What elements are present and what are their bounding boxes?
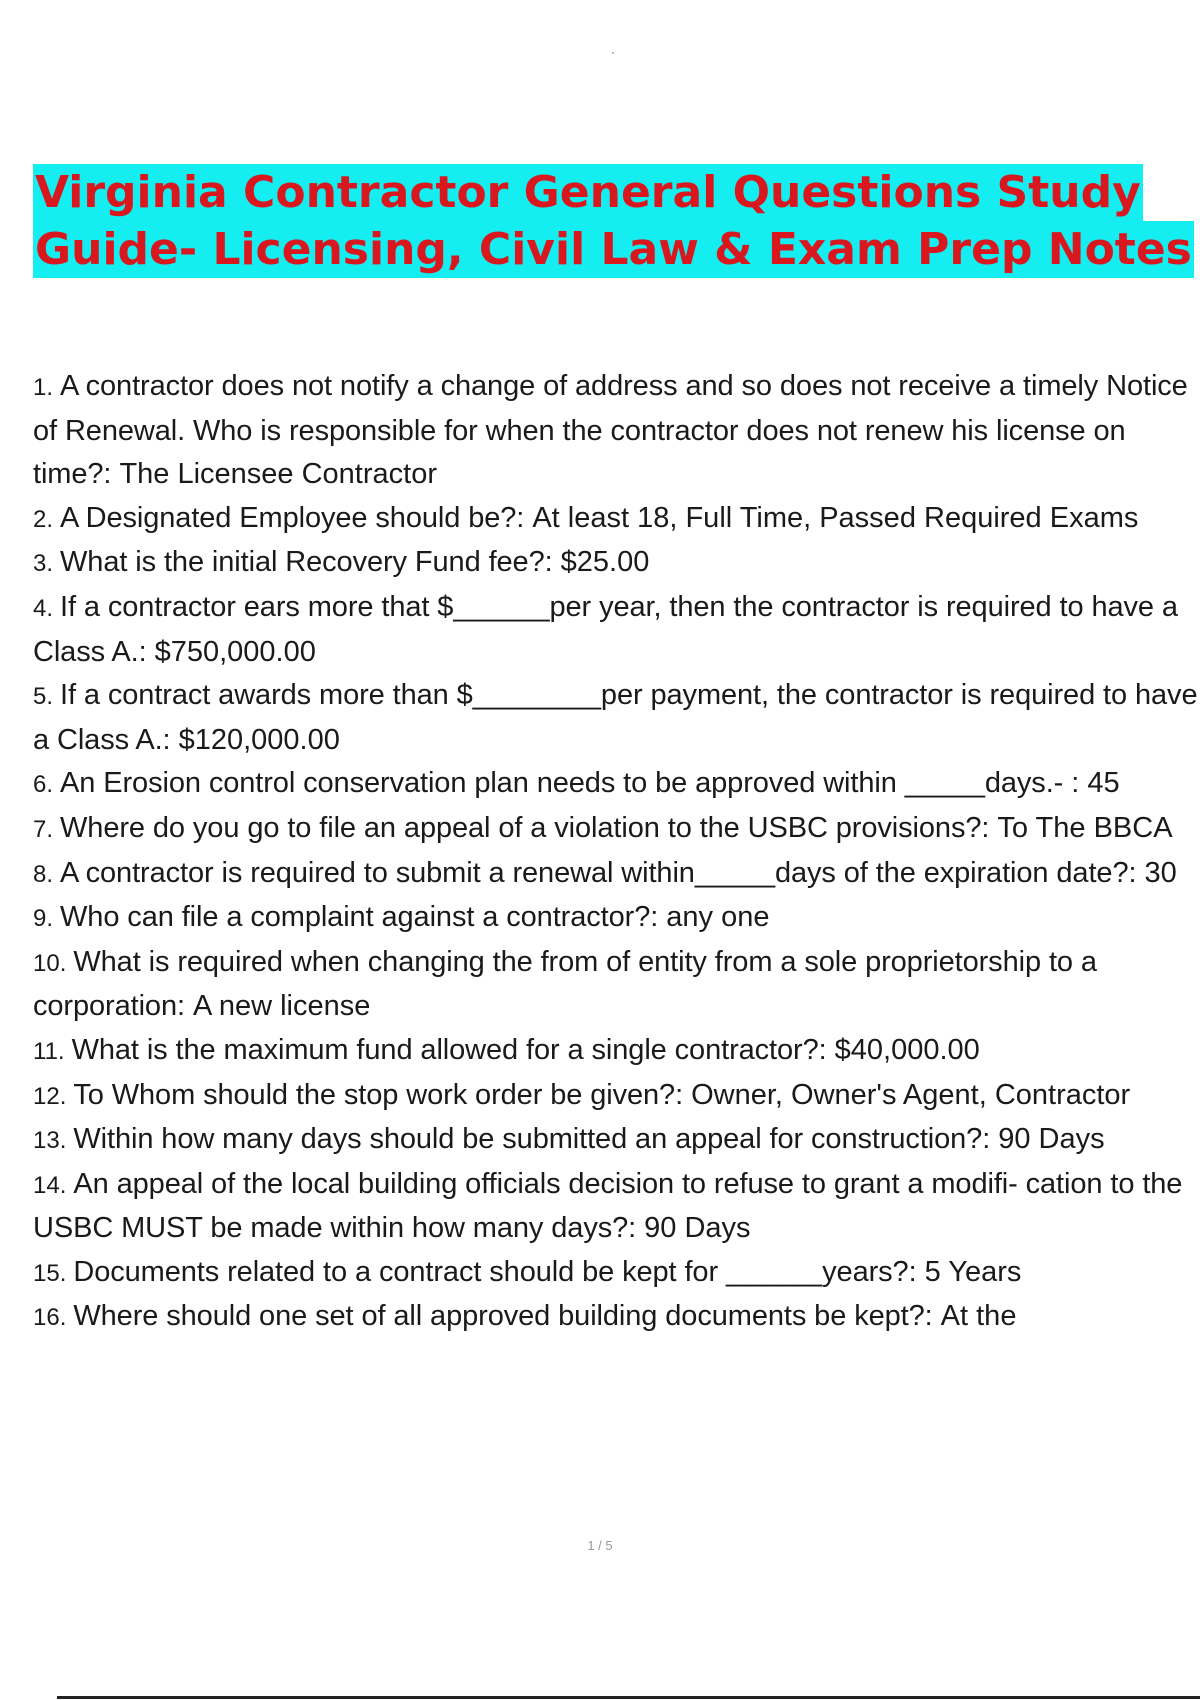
question-number: 6. <box>33 771 54 799</box>
list-item <box>33 852 1198 897</box>
list-item <box>33 896 1198 941</box>
answer-text: To The BBCA <box>997 811 1173 844</box>
question-text: An appeal of the local building officials decision to refuse to grant a modifi- cation to the USBC MUST be made within how many days?: <box>33 1167 1183 1245</box>
list-item <box>33 674 1198 762</box>
answer-text: $120,000.00 <box>178 723 340 756</box>
question-number: 14. <box>33 1171 67 1199</box>
list-item <box>33 586 1198 674</box>
question-text: What is the initial Recovery Fund fee?: <box>60 546 553 579</box>
list-item <box>33 807 1198 852</box>
question-text: Documents related to a contract should be kept for ______years?: <box>73 1255 917 1288</box>
question-number: 2. <box>33 505 54 533</box>
question-text: A Designated Employee should be?: <box>60 501 525 534</box>
question-text: What is the maximum fund allowed for a single contractor?: <box>71 1033 827 1066</box>
question-number: 12. <box>33 1082 67 1110</box>
question-number: 9. <box>33 905 54 933</box>
question-number: 8. <box>33 860 54 888</box>
question-text: Within how many days should be submitted an appeal for construction?: <box>73 1123 991 1156</box>
question-text: If a contractor ears more that $______per year, then the contractor is required to have a Class A.: <box>33 590 1178 668</box>
bottom-divider <box>57 1696 1200 1699</box>
answer-text: At least 18, Full Time, Passed Required Exams <box>532 501 1139 534</box>
question-number: 7. <box>33 815 54 843</box>
list-item <box>33 1074 1198 1119</box>
list-item <box>33 1029 1198 1074</box>
answer-text: Owner, Owner's Agent, Contractor <box>691 1078 1131 1111</box>
list-item <box>33 497 1198 542</box>
question-text: A contractor does not notify a change of address and so does not receive a timely Notice of Renewal. Who is responsible for when the contractor does not renew his license on time?: <box>33 370 1188 491</box>
answer-text: 30 <box>1144 856 1177 889</box>
answer-text: $750,000.00 <box>154 635 316 668</box>
answer-text: $40,000.00 <box>834 1033 980 1066</box>
answer-text: 90 Days <box>998 1123 1105 1156</box>
question-number: 11. <box>33 1037 65 1065</box>
question-text: Who can file a complaint against a contractor?: <box>60 901 659 934</box>
list-item <box>33 1118 1198 1163</box>
answer-text: 90 Days <box>644 1212 751 1245</box>
list-item <box>33 541 1198 586</box>
list-item <box>33 1163 1198 1251</box>
question-text: A contractor is required to submit a renewal within_____days of the expiration date?: <box>60 856 1137 889</box>
question-text: Where do you go to file an appeal of a violation to the USBC provisions?: <box>60 811 990 844</box>
question-list <box>33 365 1198 1340</box>
list-item <box>33 1295 1198 1340</box>
document-title <box>33 164 1192 278</box>
list-item <box>33 941 1198 1029</box>
answer-text: any one <box>666 901 770 934</box>
list-item <box>33 762 1198 807</box>
question-text: What is required when changing the from of entity from a sole proprietorship to a corporation: <box>33 945 1097 1023</box>
title-line-1: Virginia Contractor General Questions Study <box>33 164 1143 221</box>
answer-text: At the <box>940 1300 1017 1333</box>
question-number: 1. <box>33 374 54 401</box>
answer-text: The Licensee Contractor <box>119 458 437 491</box>
answer-text: A new license <box>193 990 371 1023</box>
title-line-2: Guide- Licensing, Civil Law & Exam Prep Notes <box>33 221 1194 278</box>
answer-text: : 45 <box>1071 767 1120 800</box>
question-number: 3. <box>33 550 54 578</box>
question-number: 13. <box>33 1127 67 1155</box>
page-number: 1 / 5 <box>587 1538 613 1553</box>
question-number: 4. <box>33 594 54 622</box>
question-text: To Whom should the stop work order be given?: <box>73 1078 684 1111</box>
question-number: 10. <box>33 949 67 977</box>
answer-text: 5 Years <box>924 1255 1022 1288</box>
top-dot-mark <box>612 52 614 54</box>
answer-text: $25.00 <box>560 546 650 579</box>
question-text: An Erosion control conservation plan needs to be approved within _____days.- <box>60 767 1064 800</box>
list-item <box>33 1251 1198 1296</box>
question-text: If a contract awards more than $________per payment, the contractor is required to have a Class A.: <box>33 679 1198 756</box>
question-number: 15. <box>33 1259 67 1287</box>
question-number: 16. <box>33 1304 67 1332</box>
question-text: Where should one set of all approved building documents be kept?: <box>73 1300 933 1333</box>
question-number: 5. <box>33 683 54 711</box>
list-item <box>33 365 1198 497</box>
